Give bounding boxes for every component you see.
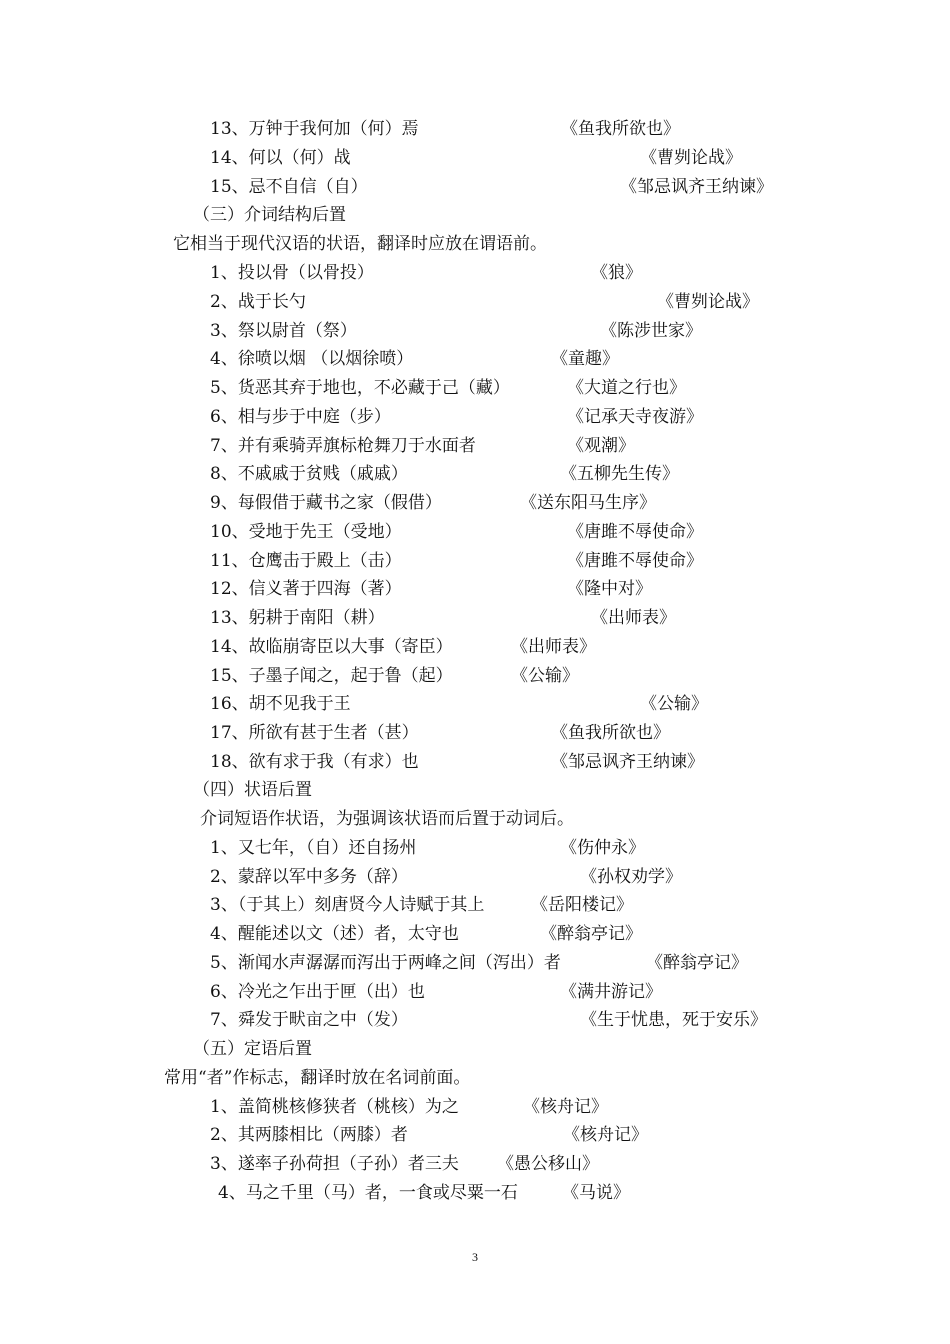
list-item: 14、故临崩寄臣以大事（寄臣）: [210, 637, 453, 657]
list-item: 4、醒能述以文（述）者，太守也: [210, 924, 459, 944]
list-item: 2、蒙辞以军中多务（辞）: [210, 867, 408, 887]
list-item: 11、仓鹰击于殿上（击）: [210, 551, 402, 571]
source-title: 《陈涉世家》: [600, 321, 702, 341]
source-title: 《观潮》: [567, 436, 635, 456]
source-title: 《醉翁亭记》: [646, 953, 748, 973]
list-item: 2、战于长勺: [210, 292, 306, 312]
page-number: 3: [472, 1250, 478, 1264]
source-title: 《狼》: [591, 263, 642, 283]
list-item: 3、祭以尉首（祭）: [210, 321, 357, 341]
list-item: 16、胡不见我于王: [210, 694, 351, 714]
list-item: 13、万钟于我何加（何）焉: [210, 119, 419, 139]
list-item: 15、子墨子闻之，起于鲁（起）: [210, 666, 453, 686]
source-title: 《出师表》: [511, 637, 596, 657]
source-title: 《生于忧患，死于安乐》: [580, 1010, 767, 1030]
source-title: 《隆中对》: [567, 579, 652, 599]
source-title: 《大道之行也》: [567, 378, 686, 398]
source-title: 《马说》: [562, 1183, 630, 1203]
source-title: 《鱼我所欲也》: [561, 119, 680, 139]
list-item: 6、相与步于中庭（步）: [210, 407, 391, 427]
source-title: 《鱼我所欲也》: [551, 723, 670, 743]
list-item: 4、马之千里（马）者，一食或尽粟一石: [218, 1183, 518, 1203]
source-title: 《愚公移山》: [497, 1154, 599, 1174]
source-title: 《伤仲永》: [560, 838, 645, 858]
section-description: 常用“者”作标志，翻译时放在名词前面。: [164, 1068, 471, 1088]
source-title: 《送东阳马生序》: [520, 493, 656, 513]
list-item: 4、徐喷以烟 （以烟徐喷）: [210, 349, 414, 369]
list-item: 1、盖简桃核修狭者（桃核）为之: [210, 1097, 459, 1117]
source-title: 《满井游记》: [560, 982, 662, 1002]
list-item: 14、何以（何）战: [210, 148, 351, 168]
source-title: 《邹忌讽齐王纳谏》: [620, 177, 773, 197]
source-title: 《记承天寺夜游》: [567, 407, 703, 427]
source-title: 《公输》: [511, 666, 579, 686]
source-title: 《五柳先生传》: [560, 464, 679, 484]
source-title: 《醉翁亭记》: [540, 924, 642, 944]
section-heading: （四）状语后置: [193, 780, 312, 800]
list-item: 3、遂率子孙荷担（子孙）者三夫: [210, 1154, 459, 1174]
list-item: 1、又七年，（自）还自扬州: [210, 838, 417, 858]
list-item: 15、忌不自信（自）: [210, 177, 368, 197]
list-item: 18、欲有求于我（有求）也: [210, 752, 419, 772]
source-title: 《唐雎不辱使命》: [567, 522, 703, 542]
section-heading: （三）介词结构后置: [193, 205, 346, 225]
list-item: 9、每假借于藏书之家（假借）: [210, 493, 442, 513]
section-description: 介词短语作状语，为强调该状语而后置于动词后。: [200, 809, 574, 829]
source-title: 《曹刿论战》: [640, 148, 742, 168]
list-item: 12、信义著于四海（著）: [210, 579, 402, 599]
section-heading: （五）定语后置: [193, 1039, 312, 1059]
source-title: 《童趣》: [551, 349, 619, 369]
source-title: 《核舟记》: [563, 1125, 648, 1145]
list-item: 5、渐闻水声潺潺而泻出于两峰之间（泻出）者: [210, 953, 561, 973]
list-item: 5、货恶其弃于地也，不必藏于己（藏）: [210, 378, 510, 398]
list-item: 7、并有乘骑弄旗标枪舞刀于水面者: [210, 436, 476, 456]
source-title: 《唐雎不辱使命》: [567, 551, 703, 571]
source-title: 《岳阳楼记》: [531, 895, 633, 915]
list-item: 6、冷光之乍出于匣（出）也: [210, 982, 425, 1002]
list-item: 7、舜发于畎亩之中（发）: [210, 1010, 408, 1030]
list-item: 13、躬耕于南阳（耕）: [210, 608, 385, 628]
list-item: 1、投以骨（以骨投）: [210, 263, 374, 283]
list-item: 8、不戚戚于贫贱（戚戚）: [210, 464, 408, 484]
source-title: 《孙权劝学》: [580, 867, 682, 887]
list-item: 17、所欲有甚于生者（甚）: [210, 723, 419, 743]
list-item: 10、受地于先王（受地）: [210, 522, 402, 542]
source-title: 《核舟记》: [523, 1097, 608, 1117]
source-title: 《曹刿论战》: [657, 292, 759, 312]
section-description: 它相当于现代汉语的状语，翻译时应放在谓语前。: [173, 234, 547, 254]
list-item: 3、（于其上）刻唐贤今人诗赋于其上: [210, 895, 485, 915]
list-item: 2、其两膝相比（两膝）者: [210, 1125, 408, 1145]
source-title: 《邹忌讽齐王纳谏》: [551, 752, 704, 772]
source-title: 《出师表》: [591, 608, 676, 628]
source-title: 《公输》: [640, 694, 708, 714]
